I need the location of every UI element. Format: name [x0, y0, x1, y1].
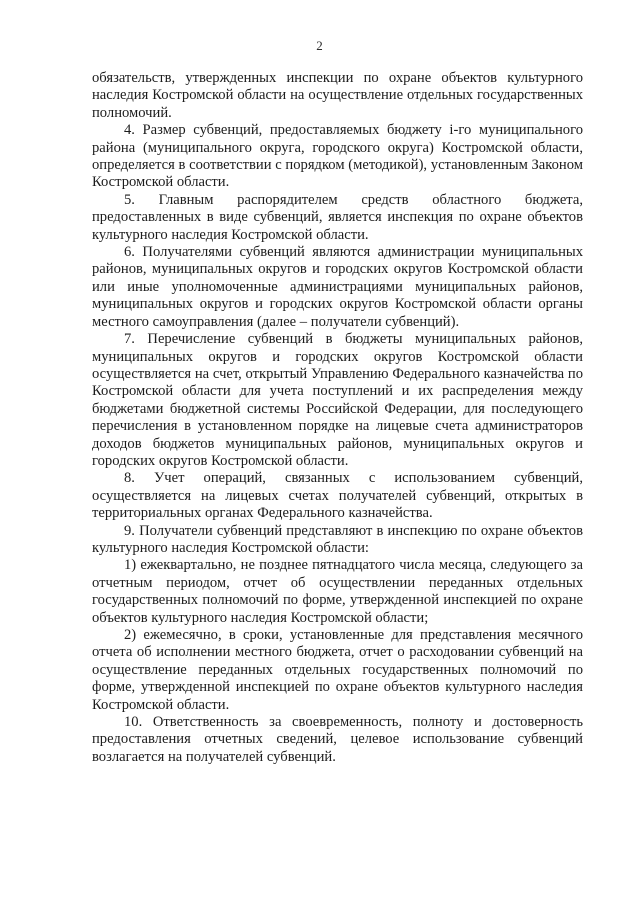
- paragraph-9-item-1: 1) ежеквартально, не позднее пятнадцатого числа месяца, следующего за отчетным периодом, отчет об осуществлении переданных отдельных государственных полномочий по форме, утвержденной инспекцией по охране объектов культурного наследия Костромской области;: [92, 557, 583, 626]
- paragraph-continuation: обязательств, утвержденных инспекции по охране объектов культурного наследия Костромской области на осуществление отдельных государственных полномочий.: [92, 70, 583, 121]
- paragraph-5: 5. Главным распорядителем средств областного бюджета, предоставленных в виде субвенций, является инспекция по охране объектов культурного наследия Костромской области.: [92, 191, 583, 243]
- page-number: 2: [316, 38, 323, 53]
- paragraph-10: 10. Ответственность за своевременность, полноту и достоверность предоставления отчетных сведений, целевое использование субвенций возлагается на получателей субвенций.: [92, 714, 583, 765]
- paragraph-6: 6. Получателями субвенций являются администрации муниципальных районов, муниципальных округов и городских округов Костромской области или иные уполномоченные администрациями муниципальных районов, муниципальных округов и городских округов Костромской области органы местного самоуправления (далее – получатели субвенций).: [92, 244, 583, 330]
- paragraph-7: 7. Перечисление субвенций в бюджеты муниципальных районов, муниципальных округов и городских округов Костромской области осуществляется на счет, открытый Управлению Федерального казначейства по Костромской области для учета поступлений и их распределения между бюджетами бюджетной системы Российской Федерации, для последующего перечисления в установленном порядке на лицевые счета администраторов доходов бюджетов муниципальных районов, муниципальных округов и городских округов Костромской области.: [92, 331, 583, 469]
- paragraph-4: 4. Размер субвенций, предоставляемых бюджету i-го муниципального района (муниципального округа, городского округа) Костромской области, определяется в соответствии с порядком (методикой), установленным Законом Костромской области.: [92, 122, 583, 191]
- document-body: [92, 70, 583, 766]
- paragraph-9-item-2: 2) ежемесячно, в сроки, установленные для представления месячного отчета об исполнении местного бюджета, отчет о расходовании субвенций на осуществление переданных отдельных государственных полномочий по форме, утвержденной инспекцией по охране объектов культурного наследия Костромской области.: [92, 627, 583, 713]
- paragraph-8: 8. Учет операций, связанных с использованием субвенций, осуществляется на лицевых счетах получателей субвенций, открытых в территориальных органах Федерального казначейства.: [92, 470, 583, 522]
- paragraph-9: 9. Получатели субвенций представляют в инспекцию по охране объектов культурного наследия Костромской области:: [92, 522, 583, 556]
